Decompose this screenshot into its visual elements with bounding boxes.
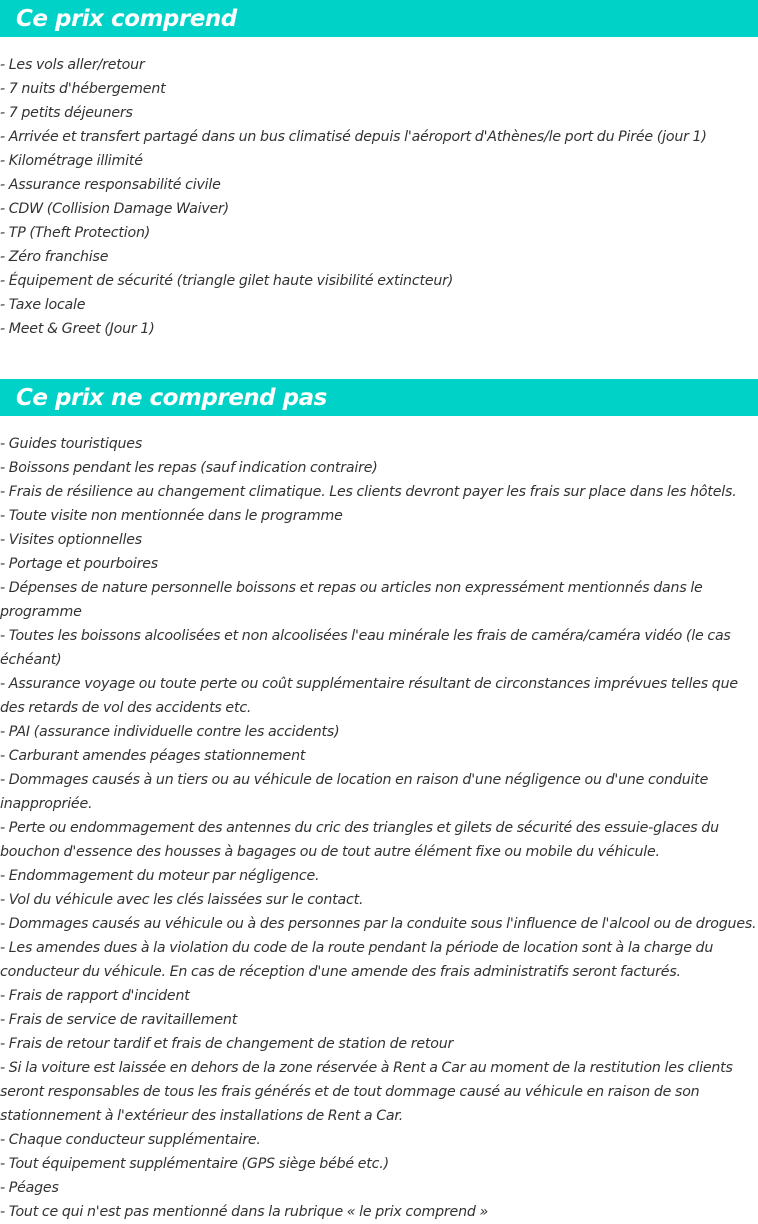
included-item: - Kilométrage illimité: [0, 153, 143, 169]
excluded-item: - PAI (assurance individuelle contre les accidents): [0, 724, 340, 740]
excluded-title: Ce prix ne comprend pas: [16, 384, 327, 411]
excluded-item: - Les amendes dues à la violation du code de la route pendant la période de location sont à la charge du conducteur du véhicule. En cas de réception d'une amende des frais administratifs seront facturés.: [0, 940, 714, 980]
included-item: - Les vols aller/retour: [0, 57, 145, 73]
excluded-item: - Boissons pendant les repas (sauf indication contraire): [0, 460, 378, 476]
included-item: - Assurance responsabilité civile: [0, 177, 221, 193]
excluded-item: - Tout ce qui n'est pas mentionné dans la rubrique « le prix comprend »: [0, 1204, 489, 1220]
excluded-item: - Toute visite non mentionnée dans le programme: [0, 508, 343, 524]
included-item: - TP (Theft Protection): [0, 225, 151, 241]
excluded-item: - Si la voiture est laissée en dehors de la zone réservée à Rent a Car au moment de la restitution les clients seront responsables de tous les frais générés et de tout dommage causé au véhicule en raison de son stationnement à l'extérieur des installations de Rent a Car.: [0, 1060, 733, 1124]
included-list: [0, 53, 758, 341]
excluded-item: - Chaque conducteur supplémentaire.: [0, 1132, 261, 1148]
excluded-item: - Frais de résilience au changement climatique. Les clients devront payer les frais sur place dans les hôtels.: [0, 484, 737, 500]
excluded-item: - Endommagement du moteur par négligence.: [0, 868, 320, 884]
excluded-item: - Frais de retour tardif et frais de changement de station de retour: [0, 1036, 454, 1052]
included-title: Ce prix comprend: [16, 5, 237, 32]
included-item: - 7 nuits d'hébergement: [0, 81, 166, 97]
excluded-item: - Portage et pourboires: [0, 556, 158, 572]
excluded-list: [0, 432, 758, 1224]
included-item: - Meet & Greet (Jour 1): [0, 321, 155, 337]
excluded-item: - Visites optionnelles: [0, 532, 142, 548]
excluded-section: [0, 379, 758, 1224]
excluded-item: - Frais de service de ravitaillement: [0, 1012, 238, 1028]
excluded-item: - Carburant amendes péages stationnement: [0, 748, 306, 764]
excluded-header: [0, 379, 758, 416]
excluded-item: - Dommages causés au véhicule ou à des personnes par la conduite sous l'influence de l'alcool ou de drogues.: [0, 916, 757, 932]
included-item: - CDW (Collision Damage Waiver): [0, 201, 230, 217]
excluded-item: - Assurance voyage ou toute perte ou coût supplémentaire résultant de circonstances imprévues telles que des retards de vol des accidents etc.: [0, 676, 738, 716]
excluded-item: - Guides touristiques: [0, 436, 143, 452]
included-section: [0, 0, 758, 341]
included-item: - Arrivée et transfert partagé dans un bus climatisé depuis l'aéroport d'Athènes/le port du Pirée (jour 1): [0, 129, 707, 145]
included-item: - 7 petits déjeuners: [0, 105, 133, 121]
excluded-item: - Perte ou endommagement des antennes du cric des triangles et gilets de sécurité des essuie-glaces du bouchon d'essence des housses à bagages ou de tout autre élément fixe ou mobile du véhicule.: [0, 820, 719, 860]
included-header: [0, 0, 758, 37]
excluded-item: - Dommages causés à un tiers ou au véhicule de location en raison d'une négligence ou d'une conduite inappropriée.: [0, 772, 709, 812]
included-item: - Zéro franchise: [0, 249, 109, 265]
included-item: - Taxe locale: [0, 297, 86, 313]
excluded-item: - Frais de rapport d'incident: [0, 988, 190, 1004]
included-item: - Équipement de sécurité (triangle gilet haute visibilité extincteur): [0, 273, 454, 289]
excluded-item: - Péages: [0, 1180, 59, 1196]
excluded-item: - Dépenses de nature personnelle boissons et repas ou articles non expressément mentionnés dans le programme: [0, 580, 703, 620]
excluded-item: - Vol du véhicule avec les clés laissées sur le contact.: [0, 892, 364, 908]
excluded-item: - Tout équipement supplémentaire (GPS siège bébé etc.): [0, 1156, 389, 1172]
excluded-item: - Toutes les boissons alcoolisées et non alcoolisées l'eau minérale les frais de caméra/caméra vidéo (le cas échéant): [0, 628, 731, 668]
